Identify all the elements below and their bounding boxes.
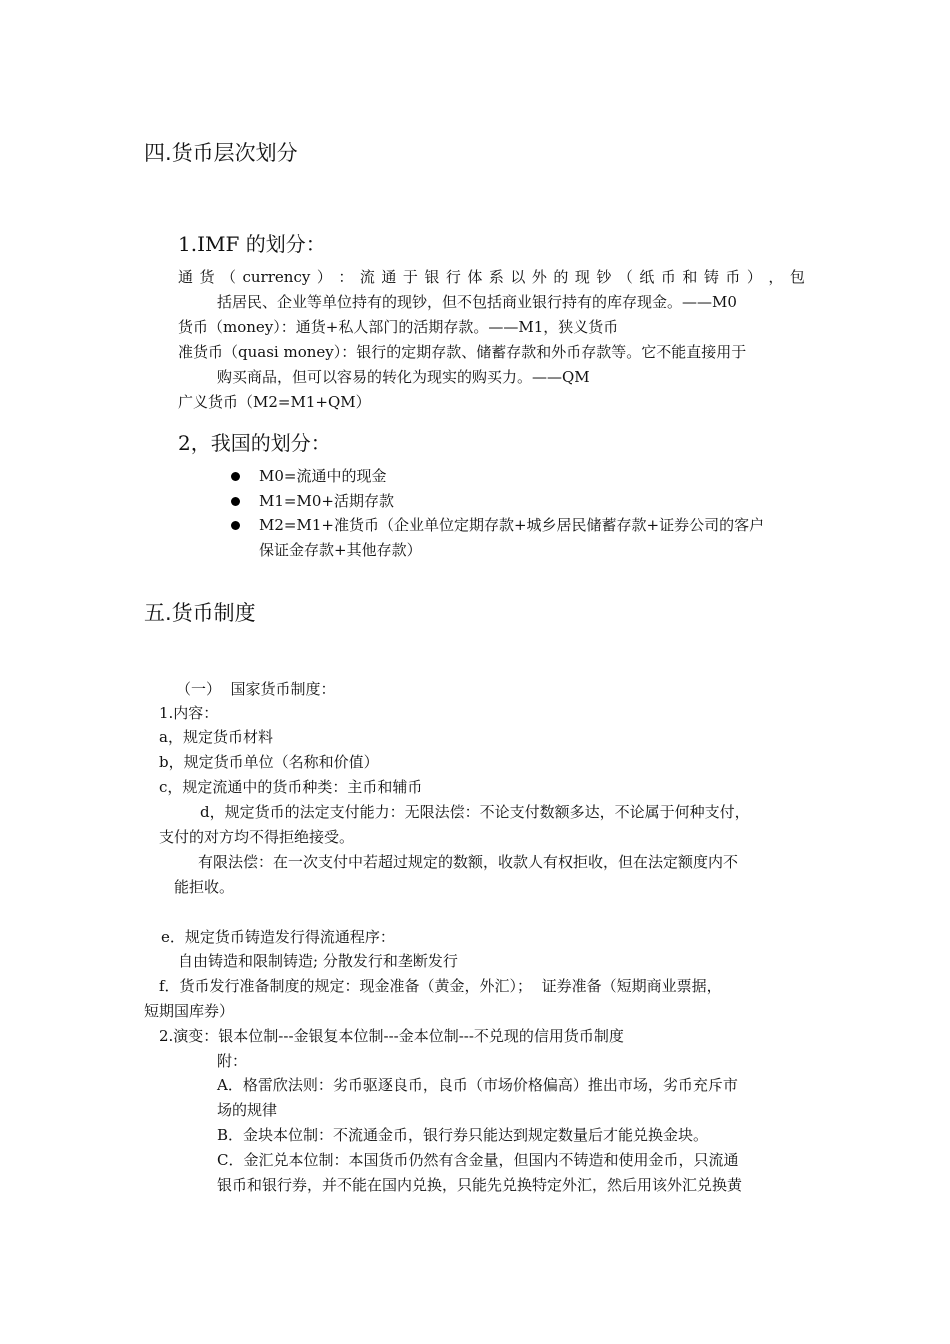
- bullet-item-m0: M0=流通中的现金: [259, 467, 387, 485]
- currency-definition-char: 纸: [639, 268, 655, 286]
- bullet-item-m1: M1=M0+活期存款: [259, 492, 394, 510]
- currency-definition-char: 和: [682, 268, 698, 286]
- appendix-label: 附：: [217, 1052, 248, 1070]
- item-b: b，规定货币单位（名称和价值）: [159, 753, 379, 771]
- currency-definition-char: 流: [359, 268, 375, 286]
- national-currency-system: （一） 国家货币制度：: [176, 680, 336, 698]
- currency-definition-line1: [178, 265, 805, 289]
- item-a: a，规定货币材料: [159, 728, 273, 746]
- gresham-law-line1: A．格雷欣法则：劣币驱逐良币，良币（市场价格偏高）推出市场，劣币充斥市: [217, 1076, 738, 1094]
- currency-definition-char: currency: [242, 268, 311, 286]
- currency-definition-char: 现: [574, 268, 590, 286]
- currency-definition-char: 于: [402, 268, 418, 286]
- currency-definition-char: 以: [510, 268, 526, 286]
- currency-definition-char: 币: [725, 268, 741, 286]
- broad-money: 广义货币（M2=M1+QM）: [178, 393, 371, 411]
- money-definition: 货币（money）：通货+私人部门的活期存款。——M1，狭义货币: [178, 318, 619, 336]
- gold-exchange-standard-line2: 银币和银行券，并不能在国内兑换，只能先兑换特定外汇，然后用该外汇兑换黄: [217, 1176, 743, 1194]
- gresham-law-line2: 场的规律: [217, 1101, 278, 1119]
- currency-definition-char: 钞: [596, 268, 612, 286]
- currency-definition-char: ：: [338, 268, 354, 286]
- currency-definition-char: 体: [467, 268, 483, 286]
- currency-definition-char: ，: [768, 268, 784, 286]
- currency-definition-char: 行: [445, 268, 461, 286]
- item-d-line2: 支付的对方均不得拒绝接受。: [159, 828, 355, 846]
- currency-definition-char: 通: [178, 268, 194, 286]
- section5-title: 五.货币制度: [144, 601, 256, 625]
- currency-definition-char: 包: [789, 268, 805, 286]
- item-e: e．规定货币铸造发行得流通程序：: [161, 928, 395, 946]
- gold-bullion-standard: B．金块本位制：不流通金币，银行券只能达到规定数量后才能兑换金块。: [217, 1126, 709, 1144]
- bullet-icon: [231, 472, 240, 481]
- item-c: c，规定流通中的货币种类：主币和辅币: [159, 778, 423, 796]
- imf-heading: 1.IMF 的划分：: [178, 232, 326, 256]
- bullet-icon: [231, 497, 240, 506]
- item-f-line2: 短期国库券）: [144, 1002, 235, 1020]
- currency-definition-char: 系: [488, 268, 504, 286]
- currency-definition-char: （: [221, 268, 237, 286]
- currency-definition-char: 外: [531, 268, 547, 286]
- bullet-icon: [231, 521, 240, 530]
- gold-exchange-standard-line1: C．金汇兑本位制：本国货币仍然有含金量，但国内不铸造和使用金币，只流通: [217, 1151, 739, 1169]
- currency-definition-char: 的: [553, 268, 569, 286]
- evolution: 2.演变：银本位制---金银复本位制---金本位制---不兑现的信用货币制度: [159, 1027, 624, 1045]
- china-heading: 2，我国的划分：: [178, 431, 331, 455]
- currency-definition-char: ）: [316, 268, 332, 286]
- currency-definition-char: ）: [746, 268, 762, 286]
- quasi-money-line1: 准货币（quasi money）：银行的定期存款、储蓄存款和外币存款等。它不能直接用于: [178, 343, 747, 361]
- currency-definition-char: 货: [199, 268, 215, 286]
- bullet-item-m2-continued: 保证金存款+其他存款）: [259, 541, 422, 559]
- currency-definition-char: 铸: [703, 268, 719, 286]
- bullet-item-m2: M2=M1+准货币（企业单位定期存款+城乡居民储蓄存款+证券公司的客户: [259, 516, 765, 534]
- content-heading: 1.内容：: [159, 704, 219, 722]
- limited-tender-line2: 能拒收。: [174, 878, 235, 896]
- currency-definition-char: 通: [381, 268, 397, 286]
- item-f-line1: f．货币发行准备制度的规定：现金准备（黄金，外汇）； 证券准备（短期商业票据，: [159, 977, 722, 995]
- currency-definition-char: 银: [424, 268, 440, 286]
- item-d-line1: d，规定货币的法定支付能力：无限法偿：不论支付数额多达，不论属于何种支付，: [200, 803, 750, 821]
- section4-title: 四.货币层次划分: [144, 141, 298, 165]
- item-e-detail: 自由铸造和限制铸造; 分散发行和垄断发行: [178, 952, 458, 970]
- currency-definition-char: （: [617, 268, 633, 286]
- currency-definition-line2: 括居民、企业等单位持有的现钞，但不包括商业银行持有的库存现金。——M0: [217, 293, 737, 311]
- limited-tender-line1: 有限法偿：在一次支付中若超过规定的数额，收款人有权拒收，但在法定额度内不: [198, 853, 739, 871]
- quasi-money-line2: 购买商品，但可以容易的转化为现实的购买力。——QM: [217, 368, 590, 386]
- currency-definition-char: 币: [660, 268, 676, 286]
